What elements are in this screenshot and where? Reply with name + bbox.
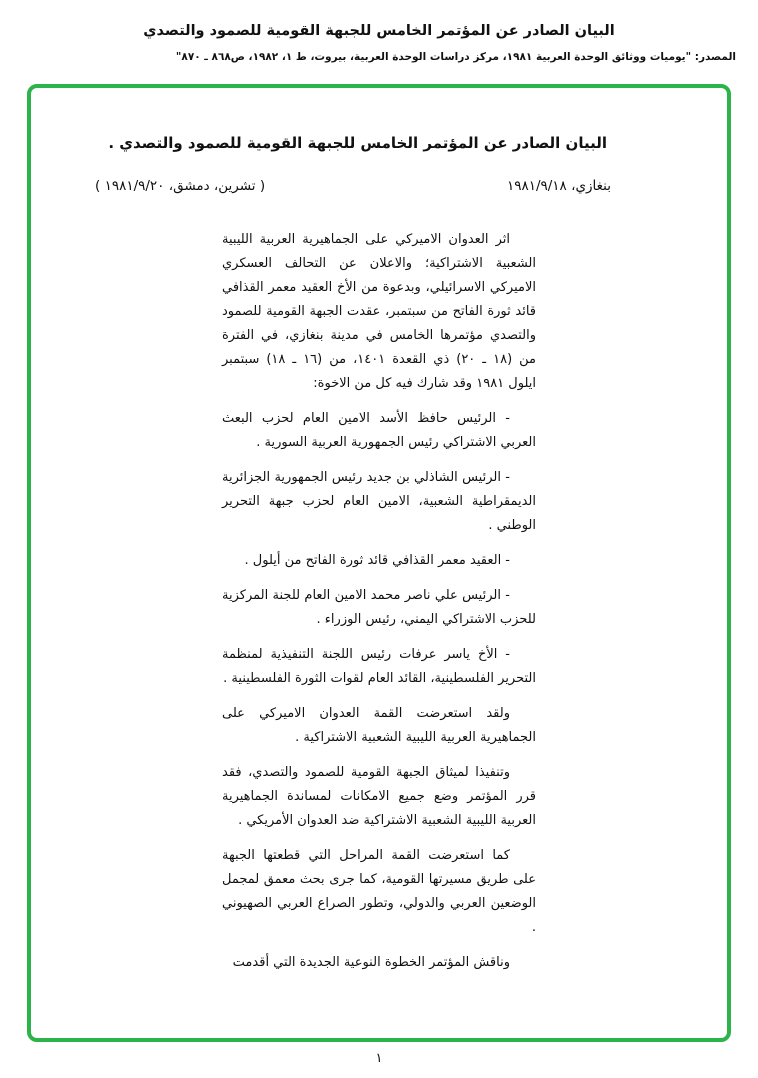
page-header <box>0 0 758 64</box>
dateline <box>31 176 727 196</box>
document-body <box>222 228 536 975</box>
list-item: - الرئيس علي ناصر محمد الامين العام للجنة المركزية للحزب الاشتراكي اليمني، رئيس الوزراء . <box>222 588 536 627</box>
paragraph: اثر العدوان الاميركي على الجماهيرية العربية الليبية الشعبية الاشتراكية؛ والاعلان عن التحالف العسكري الاميركي الاسرائيلي، وبدعوة من الأخ العقيد معمر القذافي قائد ثورة الفاتح من سبتمبر، عقدت الجبهة القومية للصمود والتصدي مؤتمرها الخامس في مدينة بنغازي، في الفترة من (١٨ ـ ٢٠) ذي القعدة ١٤٠١، من (١٦ ـ ١٨) سبتمبر ايلول ١٩٨١ وقد شارك فيه كل من الاخوة: <box>222 232 536 391</box>
dateline-place-date: بنغازي، ١٩٨١/٩/١٨ <box>506 178 611 194</box>
list-item: - الأخ ياسر عرفات رئيس اللجنة التنفيذية لمنظمة التحرير الفلسطينية، القائد العام لقوات الثورة الفلسطينية . <box>222 647 536 686</box>
list-item: - العقيد معمر القذافي قائد ثورة الفاتح من أيلول . <box>244 553 510 568</box>
document-title: البيان الصادر عن المؤتمر الخامس للجبهة القومية للصمود والتصدي . <box>108 134 607 152</box>
paragraph: كما استعرضت القمة المراحل التي قطعتها الجبهة على طريق مسيرتها القومية، كما جرى بحث معمق لمجمل الوضعين العربي والدولي، وتطور الصراع العربي الصهيوني . <box>222 848 536 935</box>
paragraph: وتنفيذا لميثاق الجبهة القومية للصمود والتصدي، فقد قرر المؤتمر وضع جميع الامكانات لمساندة الجماهيرية العربية الليبية الشعبية الاشتراكية ضد العدوان الأمريكي . <box>222 765 536 828</box>
paragraph: ولقد استعرضت القمة العدوان الاميركي على الجماهيرية العربية الليبية الشعبية الاشتراكية . <box>222 706 536 745</box>
list-item: - الرئيس حافظ الأسد الامين العام لحزب البعث العربي الاشتراكي رئيس الجمهورية العربية السورية . <box>222 411 536 450</box>
document-frame <box>27 84 731 1042</box>
page-number: ١ <box>375 1051 383 1066</box>
list-item: - الرئيس الشاذلي بن جديد رئيس الجمهورية الجزائرية الديمقراطية الشعبية، الامين العام لحزب جبهة التحرير الوطني . <box>222 470 536 533</box>
dateline-note: ( تشرين، دمشق، ١٩٨١/٩/٢٠ ) <box>95 178 266 194</box>
source-line: المصدر: "يوميات ووثائق الوحدة العربية ١٩٨١، مركز دراسات الوحدة العربية، بيروت، ط ١، ١٩٨٢، ص٨٦٨ ـ ٨٧٠" <box>175 51 736 63</box>
paragraph: وناقش المؤتمر الخطوة النوعية الجديدة التي أقدمت <box>232 955 510 970</box>
header-title: البيان الصادر عن المؤتمر الخامس للجبهة القومية للصمود والتصدي <box>143 23 615 39</box>
